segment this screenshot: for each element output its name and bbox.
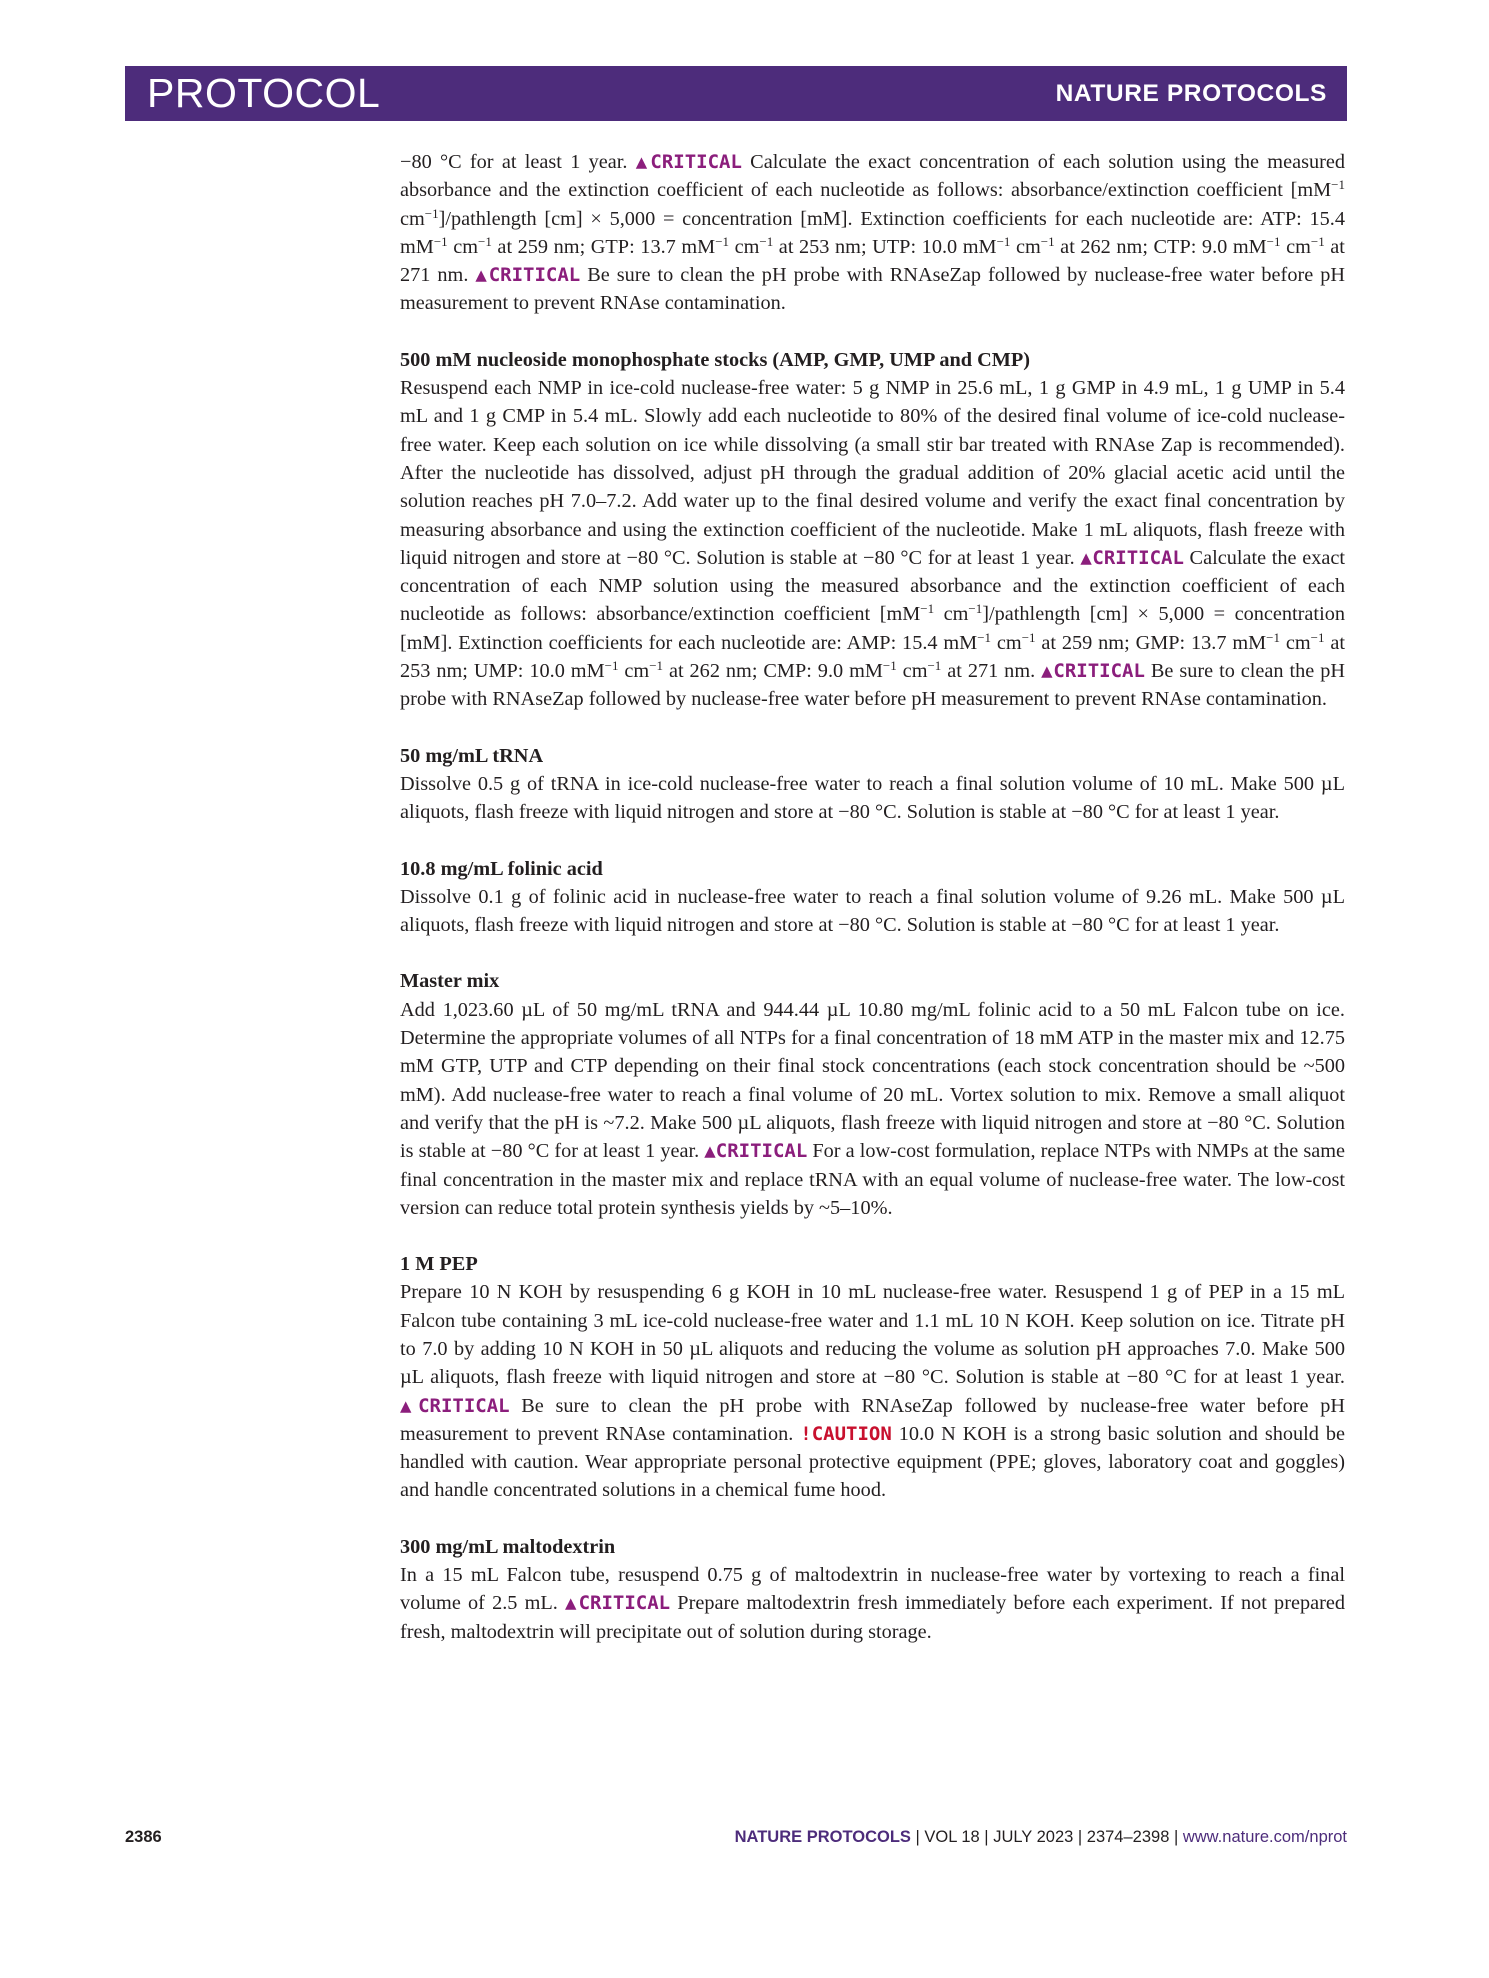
text-run: Be sure to clean the pH probe with RNAseZap followed by nuclease-free water before pH measurement to prevent RNAse contamination.	[400, 1394, 1345, 1445]
text-run: Dissolve 0.5 g of tRNA in ice-cold nuclease-free water to reach a final solution volume of 10 mL. Make 500 µL aliquots, flash freeze with liquid nitrogen and store at −80 °C. Solution is stable at −80 °C for at least 1 year.	[400, 772, 1345, 824]
text-run: at 253 nm; UMP: 10.0 mM	[400, 631, 1345, 683]
text-run: −80 °C for at least 1 year.	[400, 151, 636, 173]
superscript: −1	[1266, 233, 1281, 249]
footer-separator: |	[1073, 1828, 1087, 1846]
section-heading: 50 mg/mL tRNA	[400, 744, 544, 767]
superscript: −1	[1331, 177, 1345, 193]
footer-citation	[735, 1828, 1347, 1847]
superscript: −1	[604, 657, 619, 673]
superscript: −1	[759, 233, 774, 249]
section-heading: 500 mM nucleoside monophosphate stocks (AMP, GMP, UMP and CMP)	[400, 348, 1031, 371]
superscript: −1	[433, 233, 448, 249]
footer-pages: 2374–2398	[1086, 1828, 1170, 1846]
superscript: −1	[715, 233, 730, 249]
text-run: cm	[991, 631, 1022, 654]
critical-label: ▲CRITICAL	[704, 1140, 808, 1163]
superscript: −1	[1310, 629, 1325, 645]
critical-label: ▲CRITICAL	[1080, 546, 1184, 569]
superscript: −1	[920, 601, 935, 617]
text-run: ]/pathlength [cm] × 5,000 = concentration [mM]. Extinction coefficients for each nucleotide are: ATP: 15.4 mM	[400, 207, 1345, 258]
text-run: cm	[1010, 235, 1041, 258]
text-run: Prepare maltodextrin fresh immediately before each experiment. If not prepared fresh, maltodextrin will precipitate out of solution during storage.	[400, 1592, 1345, 1643]
text-run: For a low-cost formulation, replace NTPs with NMPs at the same final concentration in the master mix and replace tRNA with an equal volume of nuclease-free water. The low-cost version can reduce total protein synthesis yields by ~5–10%.	[400, 1140, 1345, 1219]
superscript: −1	[1310, 233, 1325, 249]
protocol-section	[400, 967, 1345, 1222]
text-run: cm	[729, 235, 760, 258]
protocol-section	[400, 1533, 1345, 1646]
footer-journal: NATURE PROTOCOLS	[734, 1828, 911, 1846]
text-run: Be sure to clean the pH probe with RNAseZap followed by nuclease-free water before pH measurement to prevent RNAse contamination.	[400, 660, 1345, 711]
text-run: Prepare 10 N KOH by resuspending 6 g KOH in 10 mL nuclease-free water. Resuspend 1 g of PEP in a 15 mL Falcon tube containing 3 mL ice-cold nuclease-free water and 1.1 mL 10 N KOH. Keep solution on ice. Titrate pH to 7.0 by adding 10 N KOH in 50 µL aliquots and reducing the volume as solution pH approaches 7.0. Make 500 µL aliquots, flash freeze with liquid nitrogen and store at −80 °C. Solution is stable at −80 °C for at least 1 year.	[400, 1281, 1345, 1389]
superscript: −1	[968, 601, 983, 617]
section-paragraph	[400, 770, 1345, 827]
superscript: −1	[927, 657, 942, 673]
text-run: Dissolve 0.1 g of folinic acid in nuclease-free water to reach a final solution volume of 9.26 mL. Make 500 µL aliquots, flash freeze with liquid nitrogen and store at −80 °C. Solution is stable at −80 °C for at least 1 year.	[400, 885, 1345, 937]
protocol-section	[400, 1250, 1345, 1505]
text-run: Resuspend each NMP in ice-cold nuclease-free water: 5 g NMP in 25.6 mL, 1 g GMP in 4.9 mL, 1 g UMP in 5.4 mL and 1 g CMP in 5.4 mL. Slowly add each nucleotide to 80% of the desired final volume of ice-cold nuclease-free water. Keep each solution on ice while dissolving (a small stir bar treated with RNAse Zap is recommended). After the nucleotide has dissolved, adjust pH through the gradual addition of 20% glacial acetic acid until the solution reaches pH 7.0–7.2. Add water up to the final desired volume and verify the exact final concentration by measuring absorbance and using the extinction coefficient of the nucleotide. Make 1 mL aliquots, flash freeze with liquid nitrogen and store at −80 °C. Solution is stable at −80 °C for at least 1 year.	[400, 377, 1345, 569]
superscript: −1	[1021, 629, 1036, 645]
text-run: at 271 nm.	[941, 660, 1042, 683]
text-run: In a 15 mL Falcon tube, resuspend 0.75 g of maltodextrin in nuclease-free water by vortexing to reach a final volume of 2.5 mL.	[400, 1564, 1345, 1615]
footer-volume: VOL 18	[924, 1828, 980, 1846]
section-paragraph	[400, 1561, 1345, 1646]
text-run: at 259 nm; GMP: 13.7 mM	[1035, 631, 1267, 654]
text-run: at 262 nm; CTP: 9.0 mM	[1054, 235, 1267, 258]
section-heading: 1 M PEP	[400, 1253, 478, 1276]
text-run: at 259 nm; GTP: 13.7 mM	[491, 235, 716, 258]
text-run: cm	[447, 235, 479, 258]
text-run: ]/pathlength [cm] × 5,000 = concentration [mM]. Extinction coefficients for each nucleotide are: AMP: 15.4 mM	[400, 603, 1345, 654]
protocol-section	[400, 346, 1345, 714]
section-paragraph	[400, 996, 1345, 1222]
section-paragraph	[400, 883, 1345, 940]
section-paragraph	[400, 374, 1345, 714]
page-number: 2386	[125, 1828, 162, 1846]
text-run: cm	[400, 207, 425, 230]
superscript: −1	[882, 657, 897, 673]
protocol-section	[400, 148, 1345, 318]
text-run: at 271 nm.	[400, 235, 1345, 287]
footer-separator: |	[910, 1828, 925, 1846]
text-run: Add 1,023.60 µL of 50 mg/mL tRNA and 944.44 µL 10.80 mg/mL folinic acid to a 50 mL Falcon tube on ice. Determine the appropriate volumes of all NTPs for a final concentration of 18 mM ATP in the master mix and 12.75 mM GTP, UTP and CTP depending on their final stock concentrations (each stock concentration should be ~500 mM). Add nuclease-free water to reach a final volume of 20 mL. Vortex solution to mix. Remove a small aliquot and verify that the pH is ~7.2. Make 500 µL aliquots, flash freeze with liquid nitrogen and store at −80 °C. Solution is stable at −80 °C for at least 1 year.	[400, 998, 1345, 1163]
footer-separator: |	[1169, 1828, 1183, 1846]
text-run: cm	[1280, 235, 1311, 258]
text-run: cm	[618, 660, 650, 683]
journal-name: NATURE PROTOCOLS	[1055, 79, 1327, 107]
text-run: at 262 nm; CMP: 9.0 mM	[663, 660, 883, 683]
article-body	[400, 148, 1345, 1646]
superscript: −1	[996, 233, 1011, 249]
protocol-section	[400, 742, 1345, 827]
footer-url[interactable]: www.nature.com/nprot	[1182, 1828, 1347, 1846]
superscript: −1	[478, 233, 492, 249]
text-run: cm	[1280, 631, 1311, 654]
critical-label: ▲CRITICAL	[1041, 660, 1145, 683]
critical-label: ▲CRITICAL	[565, 1592, 671, 1615]
section-heading: 300 mg/mL maltodextrin	[400, 1535, 616, 1558]
superscript: −1	[649, 657, 664, 673]
superscript: −1	[424, 205, 439, 221]
section-heading: 10.8 mg/mL folinic acid	[400, 857, 603, 880]
superscript: −1	[1266, 629, 1281, 645]
section-paragraph	[400, 148, 1345, 318]
protocol-section	[400, 855, 1345, 940]
text-run: cm	[896, 660, 928, 683]
text-run: cm	[934, 603, 969, 626]
text-run: Calculate the exact concentration of each solution using the measured absorbance and the extinction coefficient of each nucleotide as follows: absorbance/extinction coefficient [mM	[400, 151, 1346, 202]
superscript: −1	[977, 629, 992, 645]
section-label: PROTOCOL	[147, 70, 381, 116]
text-run: Calculate the exact concentration of each NMP solution using the measured absorbance and the extinction coefficient of each nucleotide as follows: absorbance/extinction coefficient [mM	[400, 546, 1345, 626]
text-run: 10.0 N KOH is a strong basic solution and should be handled with caution. Wear appropriate personal protective equipment (PPE; gloves, laboratory coat and goggles) and handle concentrated solutions in a chemical fume hood.	[400, 1422, 1345, 1502]
critical-label: ▲CRITICAL	[475, 264, 581, 287]
superscript: −1	[1040, 233, 1055, 249]
section-heading: Master mix	[400, 970, 500, 993]
critical-label: ▲CRITICAL	[400, 1394, 510, 1417]
text-run: at 253 nm; UTP: 10.0 mM	[773, 235, 997, 258]
footer-date: JULY 2023	[993, 1828, 1074, 1846]
footer-separator: |	[979, 1828, 994, 1846]
header-bar	[125, 66, 1347, 121]
section-paragraph	[400, 1278, 1345, 1504]
critical-label: ▲CRITICAL	[635, 151, 742, 173]
caution-label: !CAUTION	[800, 1422, 892, 1445]
text-run: Be sure to clean the pH probe with RNAseZap followed by nuclease-free water before pH measurement to prevent RNAse contamination.	[400, 264, 1345, 315]
